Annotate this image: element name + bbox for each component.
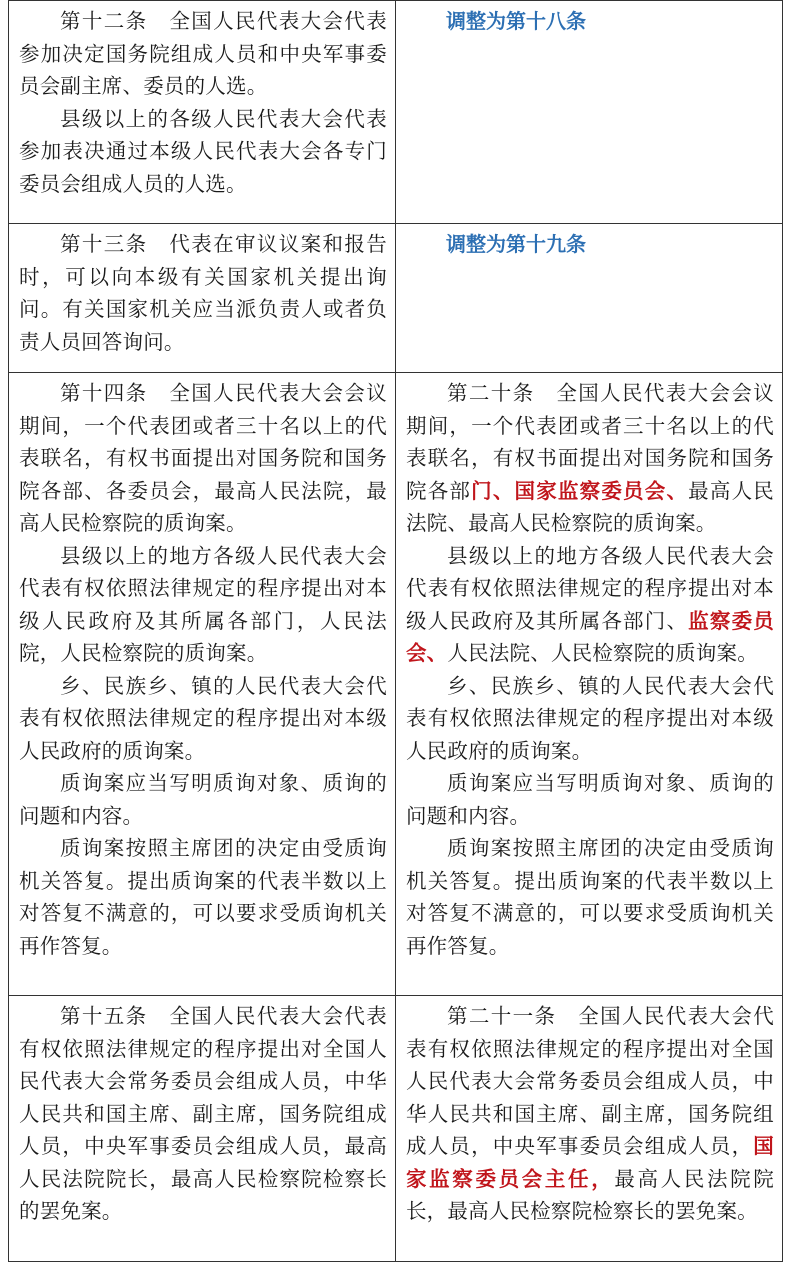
new-text: 人民法院、人民检察院的质询案。: [447, 641, 758, 665]
new-text-cell: [395, 996, 782, 1262]
table-row: [9, 1, 783, 224]
old-text-cell: [9, 373, 396, 996]
old-paragraph: 乡、民族乡、镇的人民代表大会代表有权依照法律规定的程序提出对本级人民政府的质询案。: [19, 673, 387, 763]
old-text-cell: [9, 224, 396, 373]
old-paragraph: 第十三条 代表在审议议案和报告时，可以向本级有关国家机关提出询问。有关国家机关应当派负责人或者负责人员回答询问。: [19, 232, 387, 354]
old-paragraph: 县级以上的各级人民代表大会代表参加表决通过本级人民代表大会各专门委员会组成人员的人选。: [19, 106, 387, 196]
comparison-table: [8, 0, 783, 1262]
new-text: 县级以上的地方各级人民代表大会代表有权依照法律规定的程序提出对本级人民政府及其所属各部门、: [405, 543, 774, 633]
new-text-cell: [395, 1, 782, 224]
old-paragraph: 第十五条 全国人民代表大会代表有权依照法律规定的程序提出对全国人民代表大会常务委员会组成人员，中华人民共和国主席、副主席，国务院组成人员，中央军事委员会组成人员，最高人民法院院长，最高人民检察院检察长的罢免案。: [19, 1004, 387, 1223]
old-paragraph: 质询案应当写明质询对象、质询的问题和内容。: [19, 771, 387, 828]
amendment-highlight: 国家监察委员会主任，: [405, 1134, 774, 1191]
new-paragraph: [406, 767, 774, 832]
table-row: [9, 224, 783, 373]
new-paragraph: [406, 1000, 774, 1228]
new-text: 第二十一条 全国人民代表大会代表有权依照法律规定的程序提出对全国人民代表大会常务委员会组成人员，中华人民共和国主席、副主席，国务院组成人员，中央军事委员会组成人员，: [405, 1004, 774, 1158]
old-text-cell: [9, 1, 396, 224]
adjustment-note: 调整为第十八条: [445, 9, 586, 33]
new-text: 第二十条 全国人民代表大会会议期间，一个代表团或者三十名以上的代表联名，有权书面提出对国务院和国务院各部: [405, 381, 774, 503]
new-paragraph: [406, 377, 774, 540]
new-text-cell: [395, 373, 782, 996]
table-row: [9, 996, 783, 1262]
old-paragraph: 质询案按照主席团的决定由受质询机关答复。提出质询案的代表半数以上对答复不满意的，可以要求受质询机关再作答复。: [19, 836, 387, 958]
old-text-cell: [9, 996, 396, 1262]
old-paragraph: 第十二条 全国人民代表大会代表参加决定国务院组成人员和中央军事委员会副主席、委员的人选。: [19, 9, 387, 98]
amendment-highlight: 门、国家监察委员会、: [471, 478, 689, 503]
new-text: 最高人民法院、最高人民检察院的质询案。: [405, 478, 774, 535]
amendment-highlight: 监察委员会、: [405, 608, 774, 665]
new-paragraph: [406, 832, 774, 962]
new-text-cell: [395, 224, 782, 373]
adjustment-note: 调整为第十九条: [445, 232, 586, 256]
new-text: 乡、民族乡、镇的人民代表大会代表有权依照法律规定的程序提出对本级人民政府的质询案。: [405, 673, 774, 763]
new-paragraph: [406, 540, 774, 670]
new-paragraph: [406, 670, 774, 768]
new-text: 质询案按照主席团的决定由受质询机关答复。提出质询案的代表半数以上对答复不满意的，可以要求受质询机关再作答复。: [405, 836, 774, 958]
old-paragraph: 第十四条 全国人民代表大会会议期间，一个代表团或者三十名以上的代表联名，有权书面提出对国务院和国务院各部、各委员会，最高人民法院，最高人民检察院的质询案。: [19, 381, 387, 535]
table-row: [9, 373, 783, 996]
old-paragraph: 县级以上的地方各级人民代表大会代表有权依照法律规定的程序提出对本级人民政府及其所属各部门，人民法院，人民检察院的质询案。: [19, 543, 387, 665]
comparison-page: [8, 0, 783, 1262]
new-text: 质询案应当写明质询对象、质询的问题和内容。: [405, 771, 774, 828]
new-text: 最高人民法院院长，最高人民检察院检察长的罢免案。: [405, 1166, 774, 1223]
